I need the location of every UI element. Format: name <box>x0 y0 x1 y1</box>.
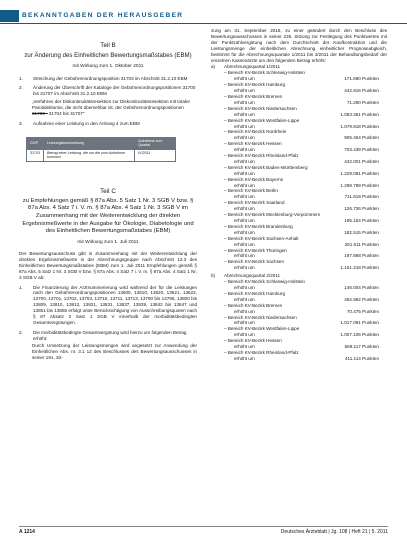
section-heading: BEKANNTGABEN DER HERAUSGEBER <box>22 12 184 19</box>
footer-rule <box>19 526 388 527</box>
dash-bullet: – <box>224 129 228 135</box>
item-number: 1. <box>19 284 23 290</box>
points-prefix: erhöht um <box>234 170 255 176</box>
points-value: 261.611 Punkten <box>344 241 379 247</box>
region-name: Bereich KV-Bezirk Schleswig-Holstein <box>227 279 305 285</box>
points-value: 1.083.361 Punkten <box>340 111 379 117</box>
table-cell: Betrag einer Leistung, die nur die zum Aufnahme kommen <box>44 149 135 161</box>
item-number: 2. <box>19 329 23 335</box>
points-value: 182.515 Punkten <box>344 229 379 235</box>
header-rule <box>0 23 407 24</box>
points-value: 905.454 Punkten <box>344 135 379 141</box>
dash-bullet: – <box>224 188 228 194</box>
points-row <box>211 356 387 362</box>
region-name: Bereich KV-Bezirk Rheinland-Pfalz <box>227 349 299 355</box>
points-prefix: erhöht um <box>234 320 255 326</box>
quarter-letter: a) <box>211 64 216 70</box>
points-prefix: erhöht um <box>234 296 255 302</box>
table-cell: 31703 <box>27 149 44 161</box>
list-item <box>19 330 197 342</box>
dash-bullet: – <box>224 259 228 265</box>
points-prefix: erhöht um <box>234 158 255 164</box>
points-prefix: erhöht um <box>234 355 255 361</box>
header-accent-stripe <box>0 10 19 22</box>
points-value: 1.079.818 Punkten <box>340 123 379 129</box>
teil-c-date: mit Wirkung zum 1. Juli 2011 <box>77 240 139 246</box>
publication-header <box>0 10 407 22</box>
region-name: Bereich KV-Bezirk Sachsen-Anhalt <box>227 235 299 241</box>
table-header: Aufnahme zum Quartal <box>135 137 176 149</box>
list-item <box>19 285 197 326</box>
points-value: 1.017.091 Punkten <box>340 320 379 326</box>
item-text: Streichung der Gebührenordnungsposition 31703 im Abschnitt 31.2.10 EBM <box>33 76 188 82</box>
journal-citation: Deutsches Ärzteblatt | Jg. 108 | Heft 21 | 5. 2011 <box>280 529 388 535</box>
table-header-row <box>27 137 176 149</box>
item-detail: Durch Umsetzung der Leistungsmengen wird angesetzt zur Anwendung der Einheitlichen Abs. nr. 3.1 12 des Beschlusses des Bewertungsausschusses in seiner 191. Sit- <box>32 342 197 360</box>
points-value: 126.736 Punkten <box>344 206 379 212</box>
region-name: Bereich KV-Bezirk Nordrhein <box>227 129 287 135</box>
teil-b-date: mit Wirkung zum 1. Oktober 2011 <box>72 64 144 70</box>
points-prefix: erhöht um <box>234 265 255 271</box>
quarter-letter: b) <box>211 273 216 279</box>
points-prefix: erhöht um <box>234 344 255 350</box>
dash-bullet: – <box>224 279 228 285</box>
points-value: 492.982 Punkten <box>344 296 379 302</box>
item-text: Änderung der Überschrift der Kataloge der Gebührenordnungspositionen 31700 bis 31707 im Abschnitt 31.2.10 EBM <box>33 85 196 96</box>
points-value: 171.690 Punkten <box>344 76 379 82</box>
teil-b-subtitle: zur Änderung des Einheitlichen Bewertungsmaßstabes (EBM) <box>24 51 192 59</box>
region-name: Bereich KV-Bezirk Niedersachsen <box>227 314 297 320</box>
dash-bullet: – <box>224 70 228 76</box>
points-value: 1.151.218 Punkten <box>340 265 379 271</box>
region-name: Bereich KV-Bezirk Schleswig-Holstein <box>227 70 305 76</box>
struck-text: 31700 - <box>32 110 48 116</box>
dash-bullet: – <box>224 326 228 332</box>
points-prefix: erhöht um <box>234 332 255 338</box>
item-detail-text: „Verfahren der Diskontinuitätsresektion zur Diskontinuitätsresektion mit totaler Parotidektomie, die nicht übersehbar ist, der Gebührenordnungspositionen <box>32 98 191 110</box>
right-column <box>211 28 387 362</box>
continued-paragraph: zung am 31. September 2016, zu einer geändert durch den Beschluss des Bewertungsausschusses in seiner 226. Sitzung zur Festlegung des Punktwertes mit der Punktzahlvergütung nach dem Durchschnitt der Kaufkontraktion und die Leistungsmenge der einheitlichen Abrechnung einheitlicher Prognoseabgleich, bestimmt für die Abrechnungsquartale 1/2011 bis 3/2011 der Behandlungsbedarf der einzelnen Kassenärzte um den folgenden Betrag erhöht: <box>211 28 387 63</box>
points-value: 1.229.081 Punkten <box>340 170 379 176</box>
item-text: Aufnahme einer Leistung in den Anhang 4 zum EBM <box>33 120 140 126</box>
points-prefix: erhöht um <box>234 123 255 129</box>
table-header: GOP <box>27 137 44 149</box>
dash-bullet: – <box>224 223 228 229</box>
codes-table <box>26 137 176 162</box>
points-value: 197.868 Punkten <box>344 253 379 259</box>
item-text: Die morbiditätsbedingte Gesamtvergütung wird hierzu um folgenden Betrag erhöht: <box>33 329 187 341</box>
region-name: Bereich KV-Bezirk Rheinland-Pfalz <box>227 153 299 159</box>
table-row <box>27 149 176 161</box>
intro-paragraph: Der Bewertungsausschuss gibt in Zusammenhang mit der Weiterentwicklung der direkten Ergebnismeßwerte in der Abrechnungsgruppe nach Abschnitt 13.3 des Einheitlichen Bewertungsmaßstabes (EBM) zum 1. Juli 2011 Empfehlungen gemäß § 87a Abs. 5 Satz 1 Nr. 3 SGB V bzw. § 87a Abs. 4 Satz 7 i. V. m. § 87a Abs. 4 Satz 1 Nr. 3 SGB V ab: <box>19 251 197 280</box>
points-value: 195.154 Punkten <box>344 218 379 223</box>
item-number: 1. <box>19 76 23 82</box>
dash-bullet: – <box>224 200 228 206</box>
points-value: 146.004 Punkten <box>344 284 379 290</box>
region-name: Bereich KV-Bezirk Westfalen-Lippe <box>227 326 300 332</box>
region-name: Bereich KV-Bezirk Thüringen <box>227 247 287 253</box>
points-value: 71.290 Punkten <box>346 99 379 105</box>
quarter-label: Abrechnungsquartal 1/2011 <box>224 64 281 70</box>
dash-bullet: – <box>224 82 228 88</box>
dash-bullet: – <box>224 164 228 170</box>
points-prefix: erhöht um <box>234 111 255 117</box>
points-value: 70.475 Punkten <box>346 308 379 314</box>
dash-bullet: – <box>224 349 228 355</box>
region-name: Bereich KV-Bezirk Sachsen <box>227 259 285 265</box>
region-name: Bereich KV-Bezirk Hamburg <box>227 290 286 296</box>
quarter-label: Abrechnungsquartal 2/2011 <box>224 273 281 279</box>
points-prefix: erhöht um <box>234 253 255 259</box>
item-detail <box>19 99 197 117</box>
left-column <box>19 28 197 360</box>
region-name: Bereich KV-Bezirk Mecklenburg-Vorpommern <box>227 212 321 218</box>
points-prefix: erhöht um <box>234 88 255 94</box>
points-value: 1.007.105 Punkten <box>340 332 379 338</box>
dash-bullet: – <box>224 117 228 123</box>
region-name: Bereich KV-Bezirk Bayerns <box>227 176 283 182</box>
region-name: Bereich KV-Bezirk Westfalen-Lippe <box>227 117 300 123</box>
teil-c-title: Teil C <box>100 187 116 195</box>
points-prefix: erhöht um <box>234 194 255 200</box>
list-item <box>19 121 197 127</box>
region-name: Bereich KV-Bezirk Saarland <box>227 200 285 206</box>
region-name: Bereich KV-Bezirk Hessen <box>227 338 282 344</box>
region-name: Bereich KV-Bezirk Hamburg <box>227 82 286 88</box>
dash-bullet: – <box>224 176 228 182</box>
points-prefix: erhöht um <box>234 182 255 188</box>
item-number: 2. <box>19 85 23 91</box>
points-prefix: erhöht um <box>234 229 255 235</box>
points-prefix: erhöht um <box>234 147 255 153</box>
item-detail-text-end: 31704 bis 31707“ <box>48 110 85 116</box>
points-value: 442.001 Punkten <box>344 158 379 164</box>
points-value: 442.916 Punkten <box>344 88 379 94</box>
item-text: Die Finanzierung der Arztnummerierung wird während der für die Leistungen nach den Gebührenordnungspositionen 13600, 13610, 13620, 13621, 13622, 13700, 13701, 13702, 13703, 13710, 13711, 13713, 13790 bis 13796, 13800 bis 13809, 13810, 13812, 13821, 13831, 13837, 13839, 13842 bis 13847 und 13851 bis 13855 erfolgt unter Berücksichtigung von Ausschreibungsquoten nach § 87 Absatz 2 Satz 1 SGB V innerhalb der morbiditätsbedingten Gesamtvergütungen. <box>33 284 197 325</box>
points-prefix: erhöht um <box>234 99 255 105</box>
points-prefix: erhöht um <box>234 284 255 290</box>
dash-bullet: – <box>224 105 228 111</box>
points-value: 411.114 Punkten <box>344 355 379 361</box>
points-prefix: erhöht um <box>234 218 255 223</box>
points-value: 703.439 Punkten <box>344 147 379 153</box>
region-name: Bereich KV-Bezirk Brandenburg <box>227 223 293 229</box>
region-name: Bereich KV-Bezirk Hessen <box>227 141 282 147</box>
points-prefix: erhöht um <box>234 135 255 141</box>
points-row <box>211 265 387 271</box>
dash-bullet: – <box>224 290 228 296</box>
dash-bullet: – <box>224 93 228 99</box>
points-prefix: erhöht um <box>234 241 255 247</box>
dash-bullet: – <box>224 302 228 308</box>
table-header: Leistungsbeschreibung <box>44 137 135 149</box>
dash-bullet: – <box>224 141 228 147</box>
page-number: A 1214 <box>19 529 35 535</box>
list-item <box>19 85 197 97</box>
region-name: Bereich KV-Bezirk Berlin <box>227 188 278 194</box>
dash-bullet: – <box>224 314 228 320</box>
points-value: 711.619 Punkten <box>344 194 379 200</box>
table-cell: IV/2011 <box>135 149 176 161</box>
list-item <box>19 76 197 82</box>
points-prefix: erhöht um <box>234 206 255 212</box>
region-name: Bereich KV-Bezirk Bremen <box>227 93 283 99</box>
points-value: 669.117 Punkten <box>344 344 379 350</box>
region-name: Bereich KV-Bezirk Baden-Württemberg <box>227 164 308 170</box>
points-prefix: erhöht um <box>234 308 255 314</box>
points-value: 1.298.799 Punkten <box>340 182 379 188</box>
dash-bullet: – <box>224 338 228 344</box>
page-footer <box>19 528 388 537</box>
dash-bullet: – <box>224 153 228 159</box>
dash-bullet: – <box>224 212 228 218</box>
dash-bullet: – <box>224 247 228 253</box>
dash-bullet: – <box>224 235 228 241</box>
region-name: Bereich KV-Bezirk Niedersachsen <box>227 105 297 111</box>
points-list <box>211 64 387 361</box>
region-name: Bereich KV-Bezirk Bremen <box>227 302 283 308</box>
item-number: 3. <box>19 120 23 126</box>
teil-c-subtitle: zu Empfehlungen gemäß § 87a Abs. 5 Satz 1 Nr. 3 SGB V bzw. § 87a Abs. 4 Satz 7 i. V. m. § 87a Abs. 4 Satz 1 Nr. 3 SGB V im Zusammenhang mit der Weiterentwicklung der direkten Ergebnismeßwerte in der Ausgabe für Ökologie, Diabetologie und des Einheitlichen Bewertungsmaßstabes (EBM) <box>22 197 194 235</box>
points-prefix: erhöht um <box>234 76 255 82</box>
teil-b-title: Teil B <box>100 42 116 49</box>
